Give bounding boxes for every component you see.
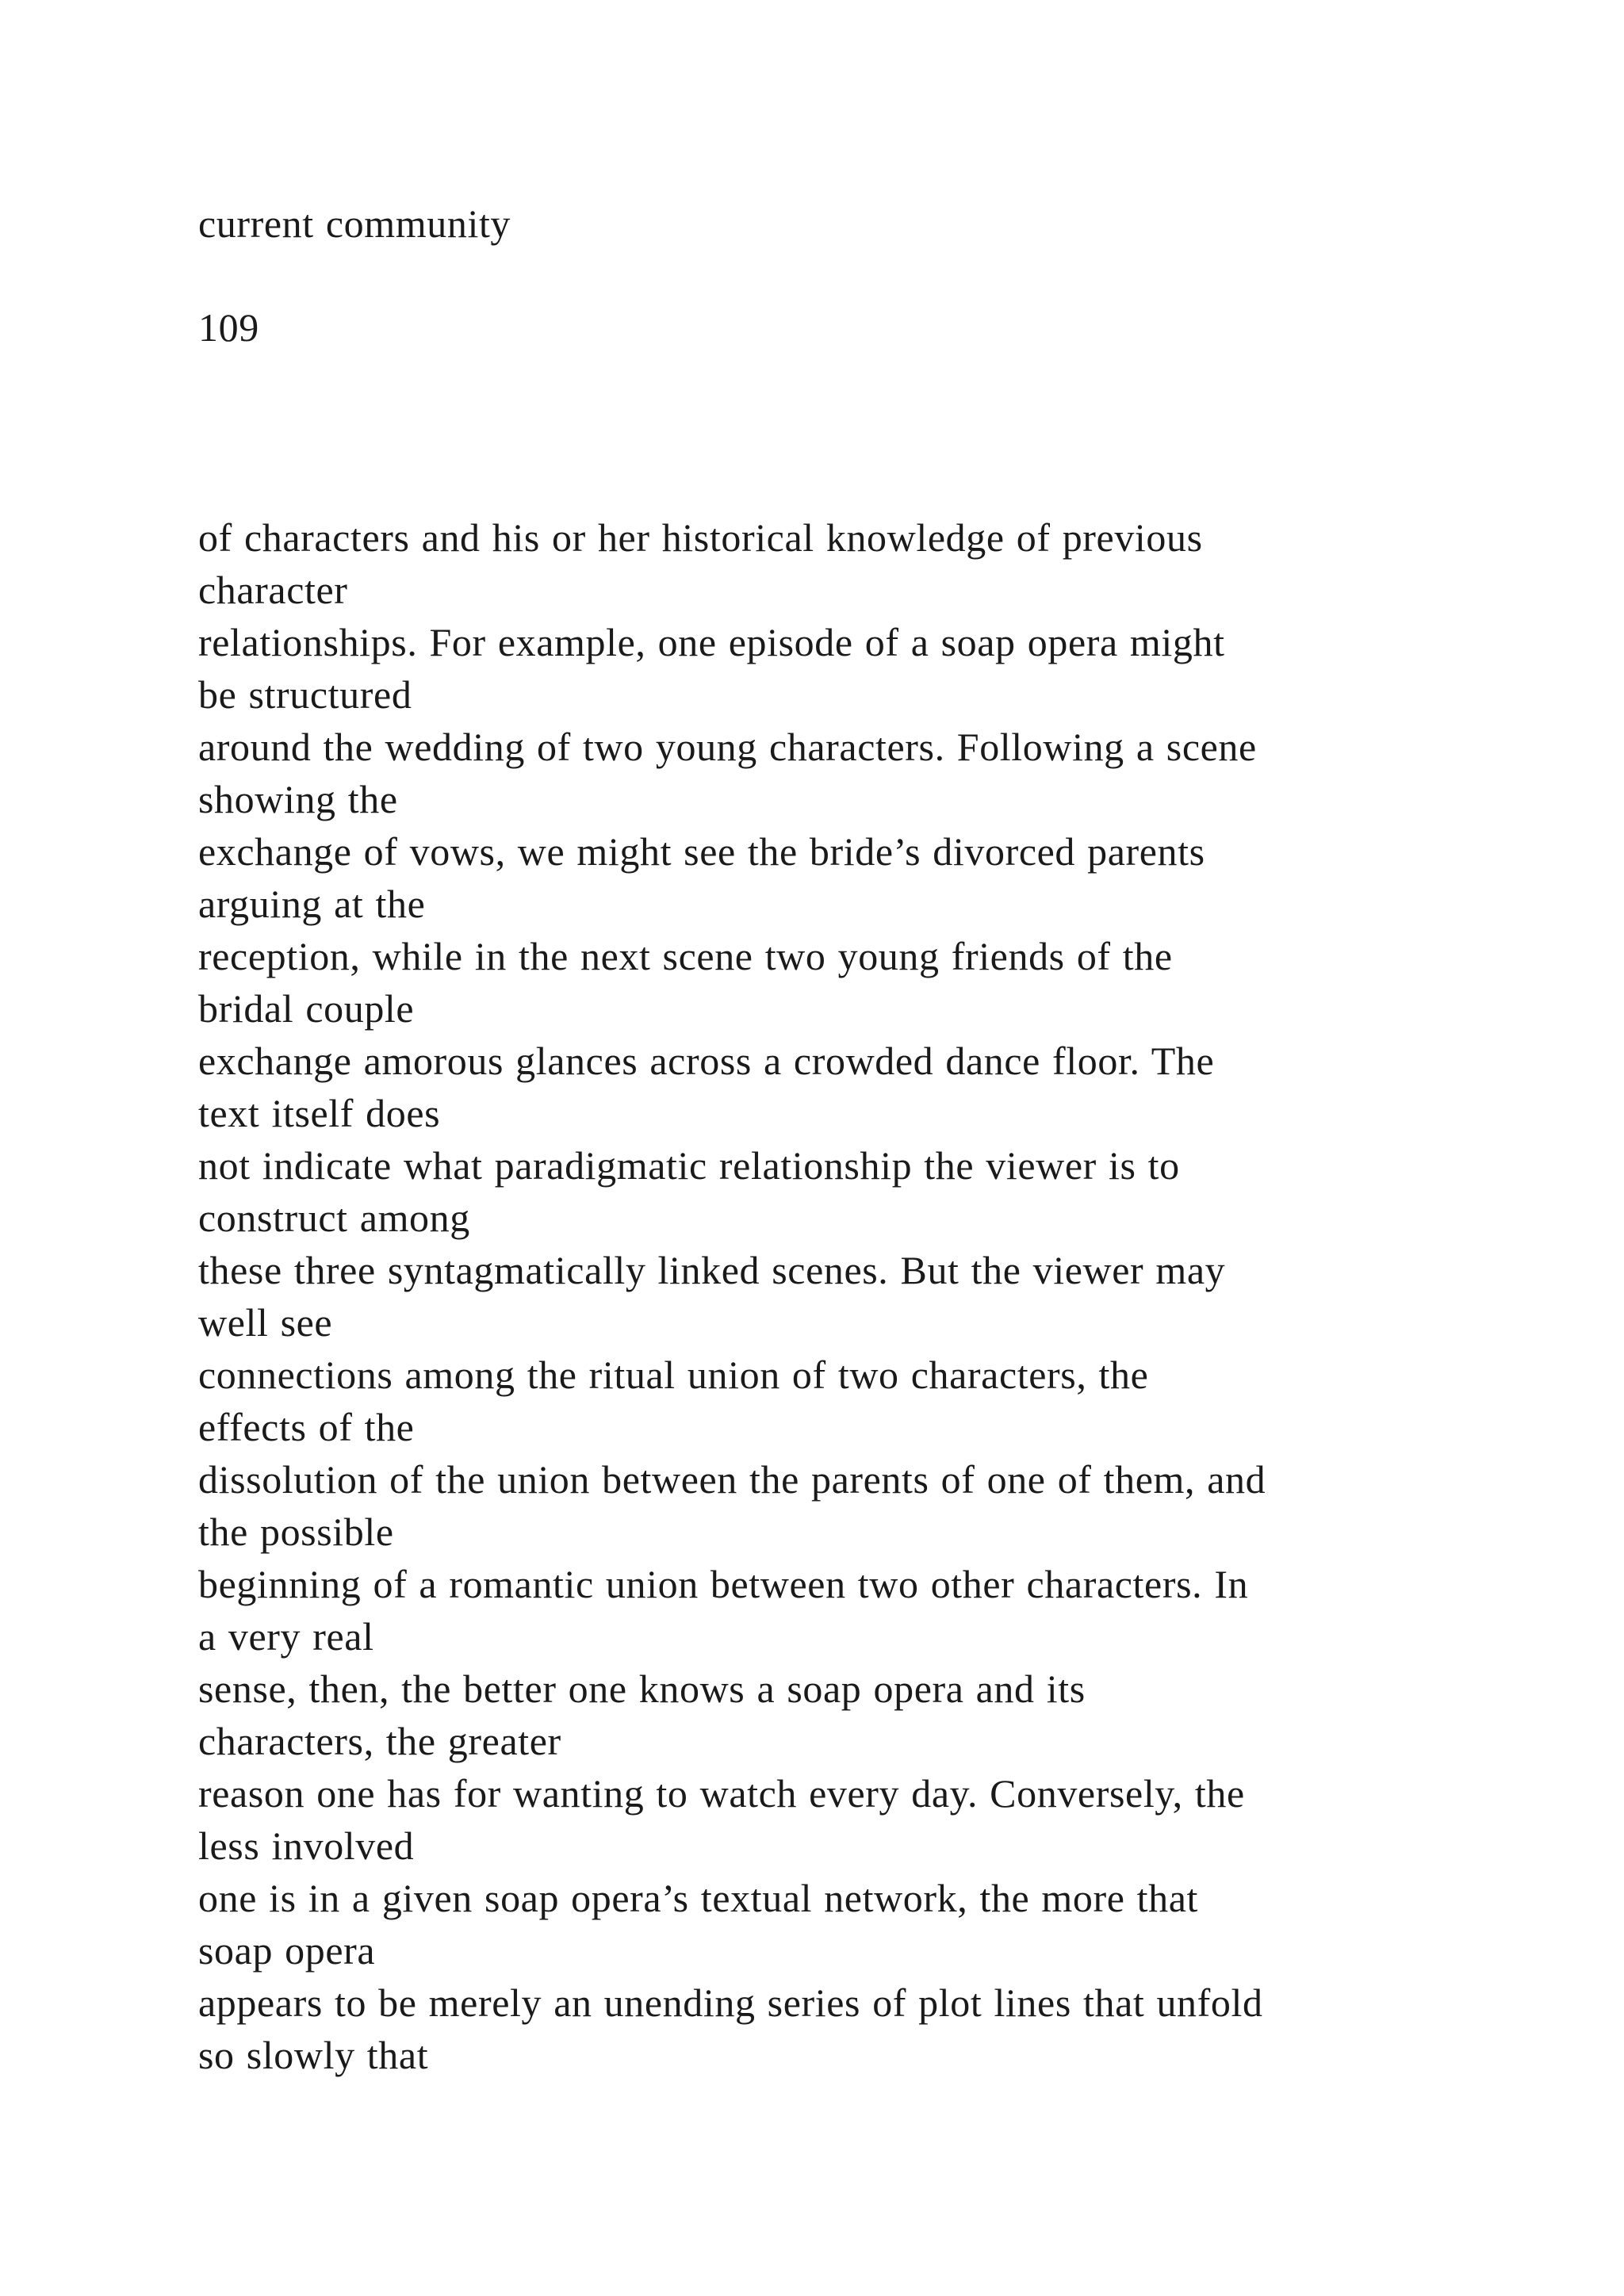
body-line: be structured xyxy=(198,672,412,717)
body-line: of characters and his or her historical knowledge of previous xyxy=(198,515,1203,560)
body-line: appears to be merely an unending series of plot lines that unfold xyxy=(198,1980,1263,2025)
page-number: 109 xyxy=(198,305,259,350)
body-line: so slowly that xyxy=(198,2033,429,2077)
body-line: exchange of vows, we might see the bride’s divorced parents xyxy=(198,829,1205,874)
document-page xyxy=(198,0,1507,2296)
body-line: showing the xyxy=(198,777,398,821)
body-line: arguing at the xyxy=(198,882,426,926)
body-line: connections among the ritual union of two characters, the xyxy=(198,1353,1149,1397)
body-line: the possible xyxy=(198,1510,394,1554)
body-line: less involved xyxy=(198,1823,415,1868)
body-line: bridal couple xyxy=(198,986,415,1031)
body-line: effects of the xyxy=(198,1405,415,1449)
body-line: a very real xyxy=(198,1614,374,1659)
body-line: these three syntagmatically linked scenes. But the viewer may xyxy=(198,1248,1226,1292)
running-head: current community xyxy=(198,201,511,246)
body-line: exchange amorous glances across a crowded dance floor. The xyxy=(198,1039,1215,1083)
body-line: soap opera xyxy=(198,1928,376,1973)
body-line: well see xyxy=(198,1300,333,1345)
body-line: reception, while in the next scene two young friends of the xyxy=(198,934,1173,978)
body-line: construct among xyxy=(198,1196,470,1240)
body-line: character xyxy=(198,568,348,612)
body-line: characters, the greater xyxy=(198,1719,561,1763)
body-line: sense, then, the better one knows a soap opera and its xyxy=(198,1667,1086,1711)
body-line: text itself does xyxy=(198,1091,441,1135)
body-line: around the wedding of two young characters. Following a scene xyxy=(198,725,1257,769)
body-line: one is in a given soap opera’s textual network, the more that xyxy=(198,1876,1199,1920)
body-line: dissolution of the union between the parents of one of them, and xyxy=(198,1457,1266,1502)
body-line: not indicate what paradigmatic relationship the viewer is to xyxy=(198,1143,1180,1188)
body-line: beginning of a romantic union between two other characters. In xyxy=(198,1562,1249,1606)
body-line: reason one has for wanting to watch every day. Conversely, the xyxy=(198,1771,1245,1816)
body-line: relationships. For example, one episode of a soap opera might xyxy=(198,620,1225,664)
